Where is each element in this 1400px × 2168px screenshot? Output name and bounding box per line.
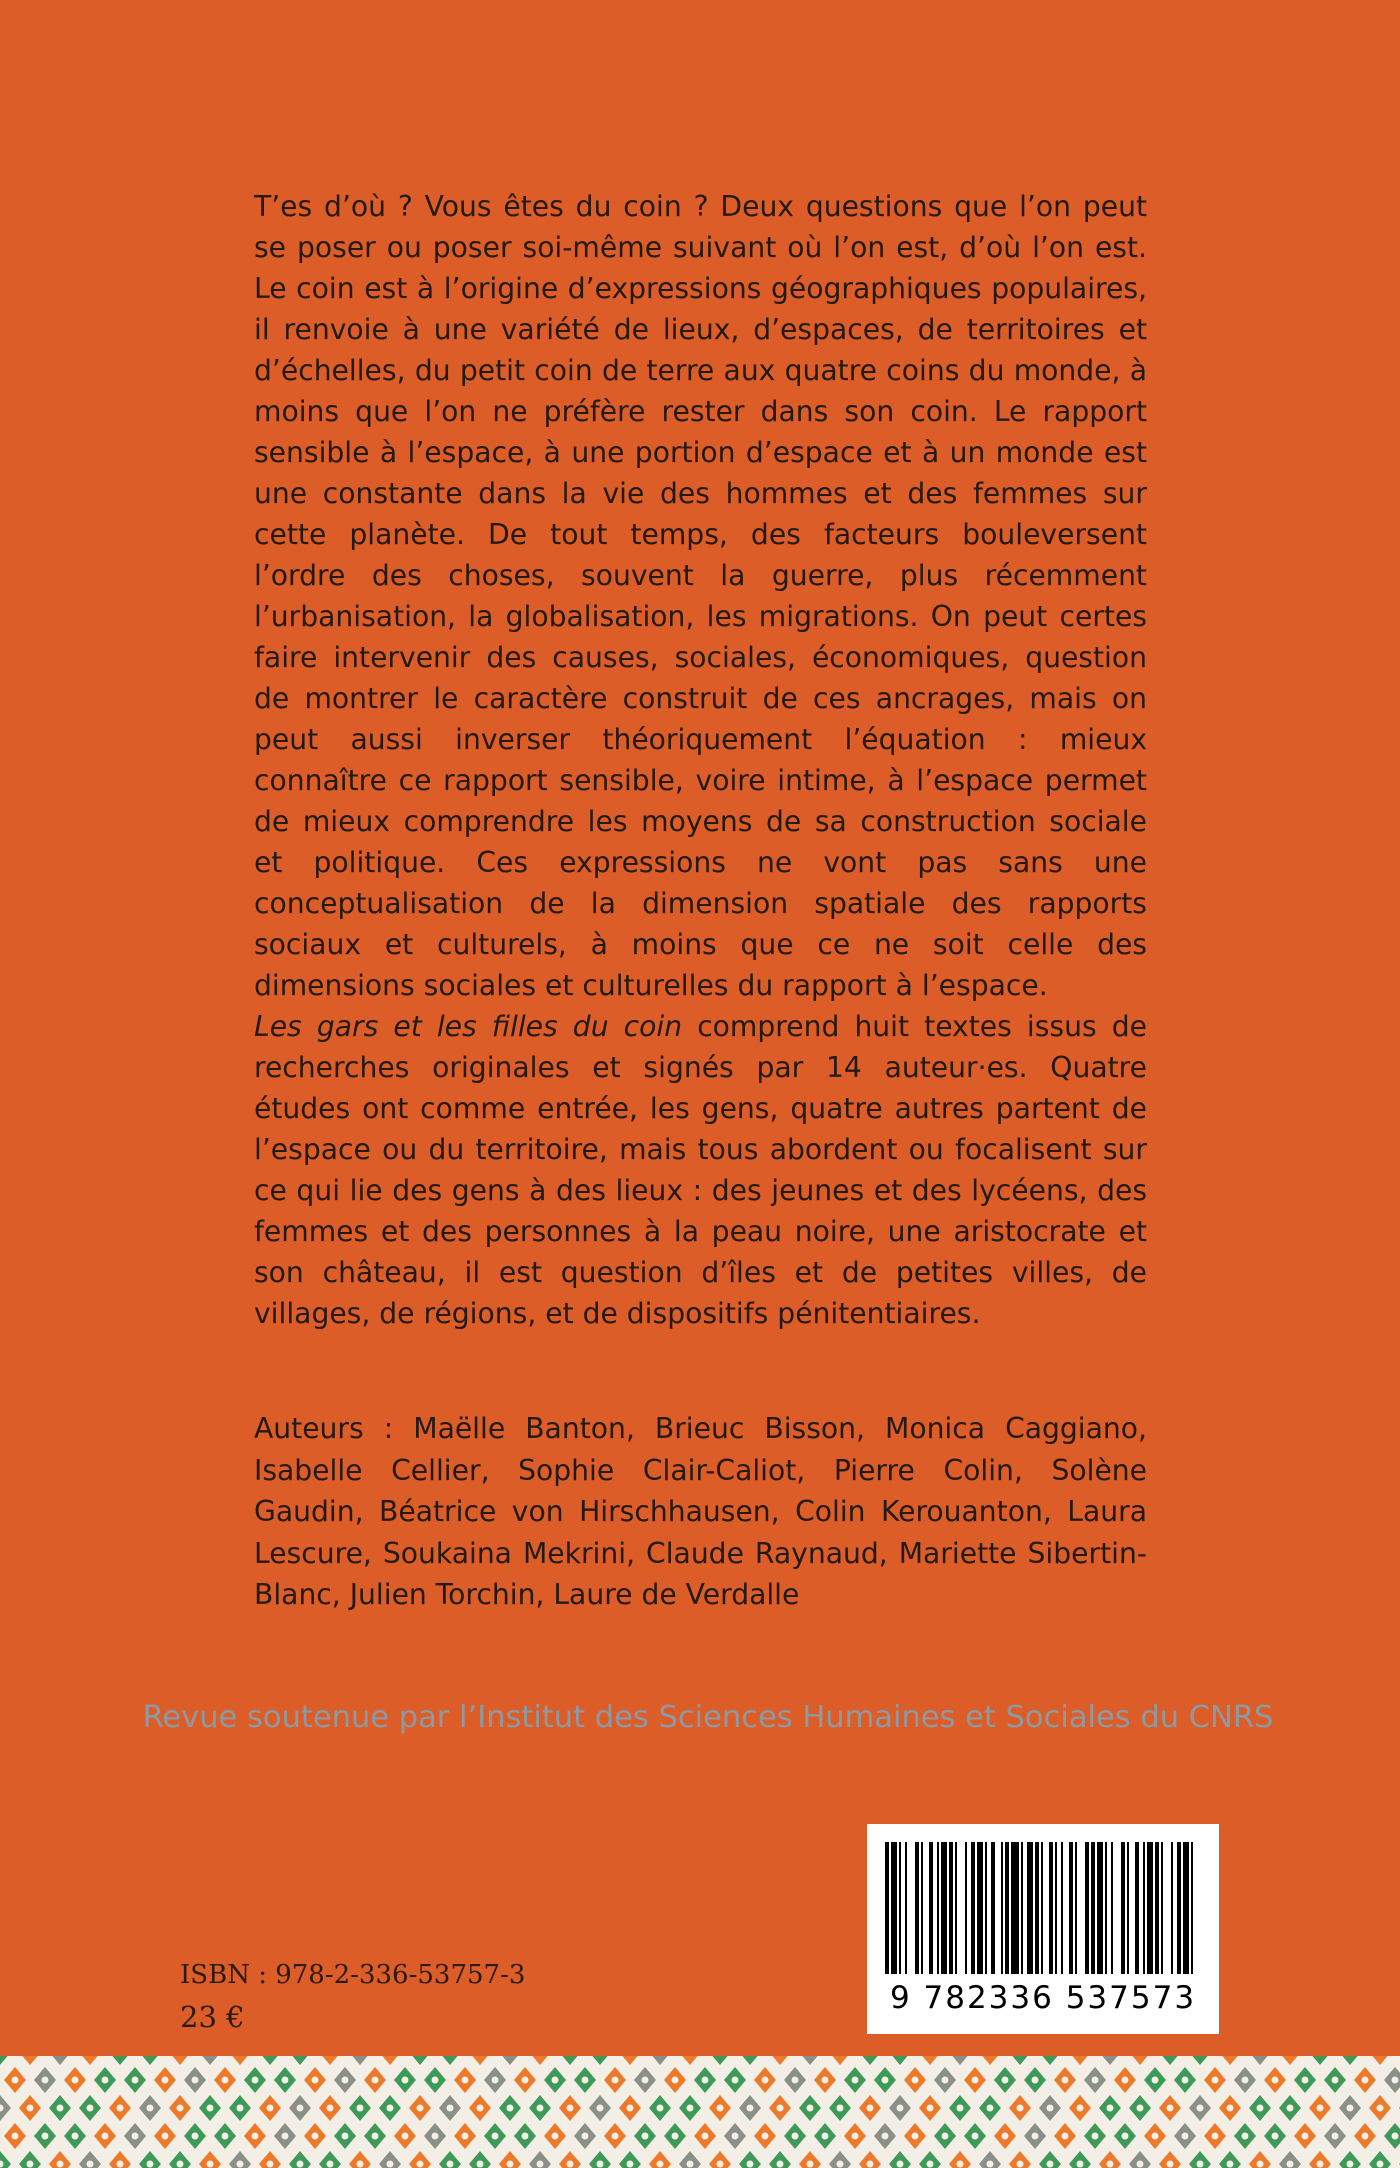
blurb-paragraph-2-text: comprend huit textes issus de recherches originales et signés par 14 auteur·es. Quatre études ont comme entrée, les gens, quatre autres partent de l’espace ou du territoire, mais tous abordent ou focalisent sur ce qui lie des gens à des lieux : des jeunes et des lycéens, des femmes et des personnes à la peau noire, une aristocrate et son château, il est question d’îles et de petites villes, de villages, de régions, et de dispositifs pénitentiaires. — [254, 1010, 1147, 1330]
blurb-paragraph-2 — [254, 1006, 1147, 1334]
barcode — [867, 1824, 1219, 2034]
cnrs-support-line: Revue soutenue par l’Institut des Sciences Humaines et Sociales du CNRS — [142, 1700, 1274, 1735]
back-cover-blurb — [254, 186, 1147, 1334]
authors-list: Auteurs : Maëlle Banton, Brieuc Bisson, Monica Caggiano, Isabelle Cellier, Sophie Clair-Caliot, Pierre Colin, Solène Gaudin, Béatrice von Hirschhausen, Colin Kerouanton, Laura Lescure, Soukaina Mekrini, Claude Raynaud, Mariette Sibertin-Blanc, Julien Torchin, Laure de Verdalle — [254, 1412, 1147, 1611]
barcode-digits: 9 782336 537573 — [889, 1980, 1197, 2016]
blurb-paragraph-1: T’es d’où ? Vous êtes du coin ? Deux questions que l’on peut se poser ou poser soi-même suivant où l’on est, d’où l’on est. Le coin est à l’origine d’expressions géographiques populaires, il renvoie à une variété de lieux, d’espaces, de territoires et d’échelles, du petit coin de terre aux quatre coins du monde, à moins que l’on ne préfère rester dans son coin. Le rapport sensible à l’espace, à une portion d’espace et à un monde est une constante dans la vie des hommes et des femmes sur cette planète. De tout temps, des facteurs bouleversent l’ordre des choses, souvent la guerre, plus récemment l’urbanisation, la globalisation, les migrations. On peut certes faire intervenir des causes, sociales, économiques, question de montrer le caractère construit de ces ancrages, mais on peut aussi inverser théoriquement l’équation : mieux connaître ce rapport sensible, voire intime, à l’espace permet de mieux comprendre les moyens de sa construction sociale et politique. Ces expressions ne vont pas sans une conceptualisation de la dimension spatiale des rapports sociaux et culturels, à moins que ce ne soit celle des dimensions sociales et culturelles du rapport à l’espace. — [254, 190, 1147, 1002]
decorative-diamond-pattern — [0, 2056, 1400, 2168]
book-title: Les gars et les filles du coin — [254, 1010, 683, 1043]
price-label: 23 € — [180, 2000, 245, 2034]
isbn-number: ISBN : 978-2-336-53757-3 — [180, 1960, 526, 1990]
